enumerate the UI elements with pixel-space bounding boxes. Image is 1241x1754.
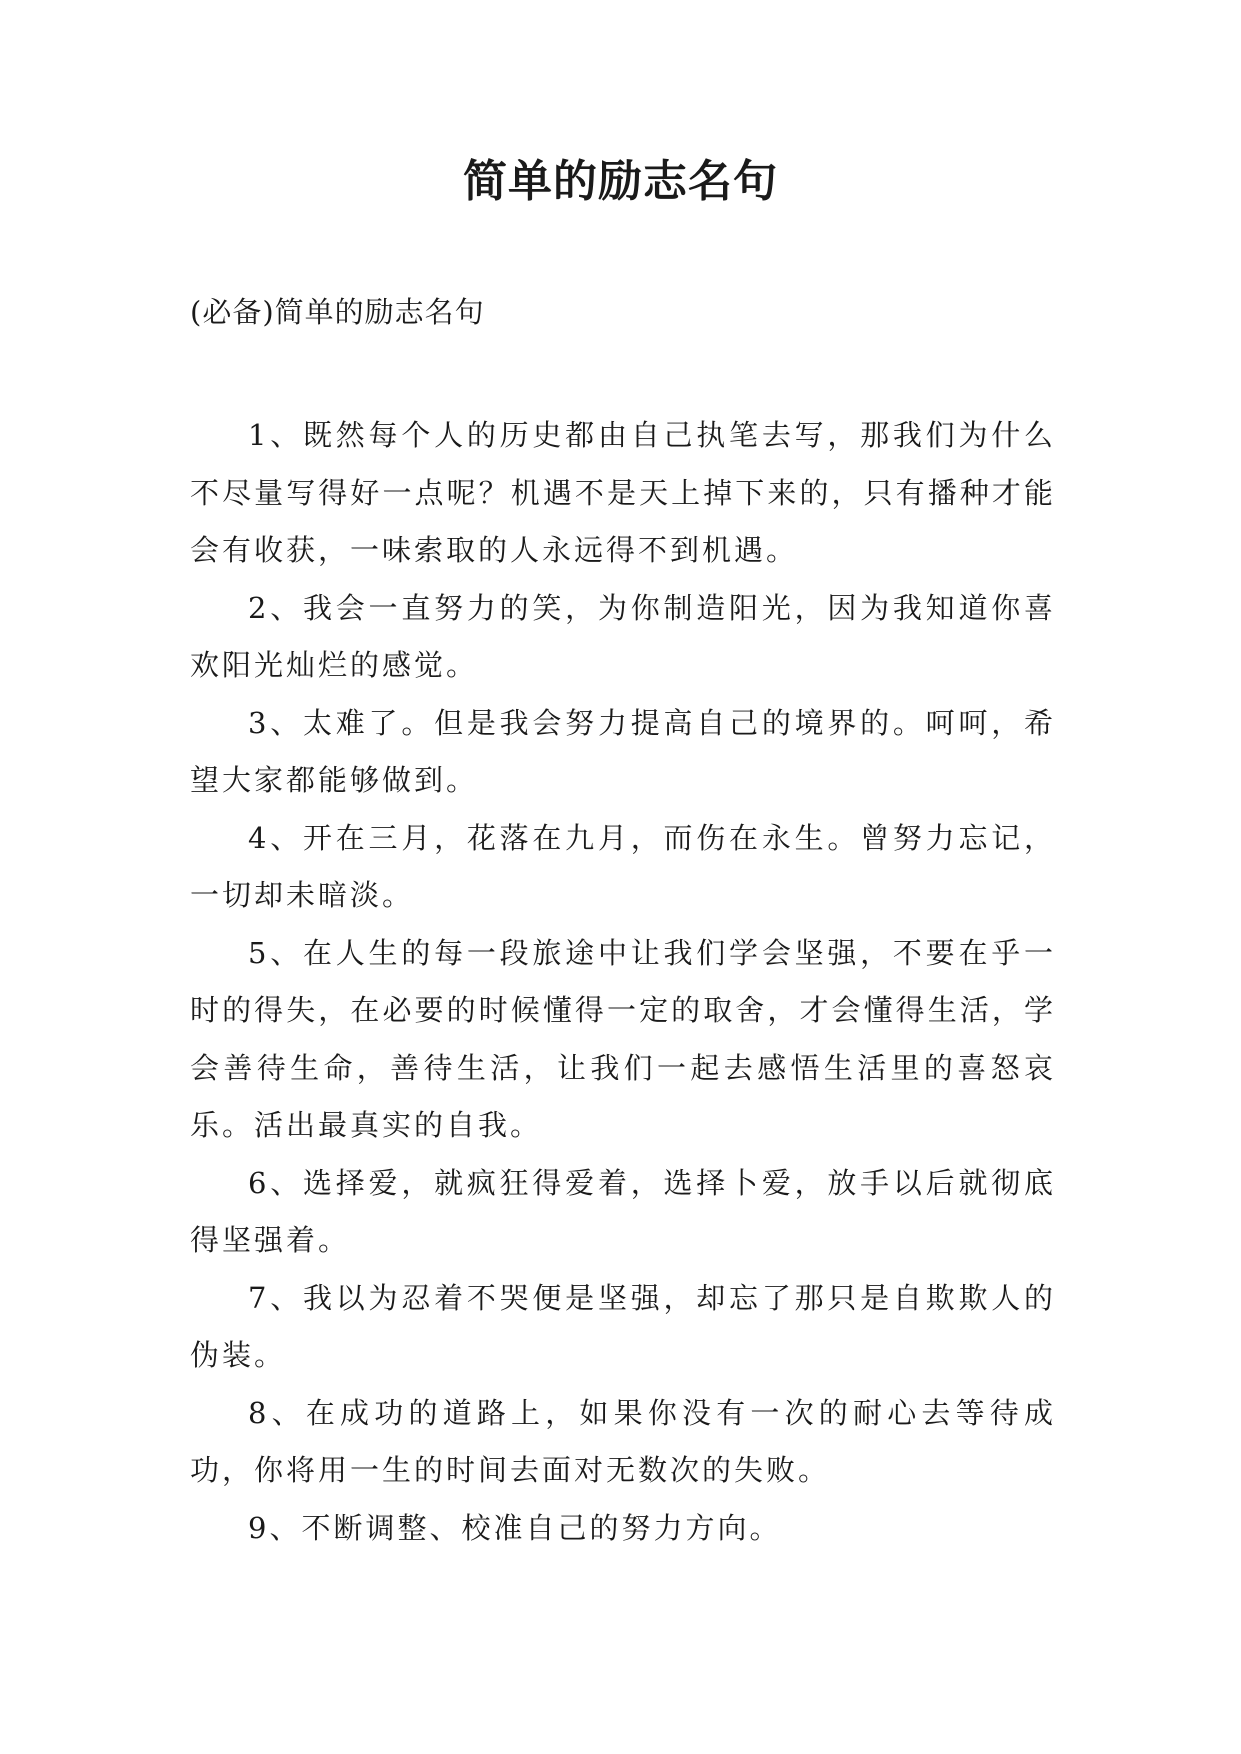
paragraph: 7、我以为忍着不哭便是坚强，却忘了那只是自欺欺人的伪装。 [190, 1280, 1056, 1372]
document-title: 简单的励志名句 [463, 156, 778, 207]
paragraph: 1、既然每个人的历史都由自己执笔去写，那我们为什么不尽量写得好一点呢？机遇不是天上掉下来的，只有播种才能会有收获，一味索取的人永远得不到机遇。 [190, 418, 1056, 567]
paragraph: 9、不断调整、校准自己的努力方向。 [248, 1510, 782, 1545]
paragraph: 6、选择爱，就疯狂得爱着，选择卜爱，放手以后就彻底得坚强着。 [190, 1165, 1056, 1257]
paragraph: 4、开在三月，花落在九月，而伤在永生。曾努力忘记，一切却未暗淡。 [190, 820, 1056, 912]
paragraph: 3、太难了。但是我会努力提高自己的境界的。呵呵，希望大家都能够做到。 [190, 705, 1056, 797]
document-subtitle: (必备)简单的励志名句 [190, 295, 485, 329]
paragraph: 8、在成功的道路上，如果你没有一次的耐心去等待成功，你将用一生的时间去面对无数次的失败。 [190, 1395, 1056, 1487]
paragraph: 2、我会一直努力的笑，为你制造阳光，因为我知道你喜欢阳光灿烂的感觉。 [190, 590, 1056, 682]
paragraph: 5、在人生的每一段旅途中让我们学会坚强，不要在乎一时的得失，在必要的时候懂得一定的取舍，才会懂得生活，学会善待生命，善待生活，让我们一起去感悟生活里的喜怒哀乐。活出最真实的自我。 [190, 935, 1056, 1142]
document-body [190, 407, 1056, 1557]
